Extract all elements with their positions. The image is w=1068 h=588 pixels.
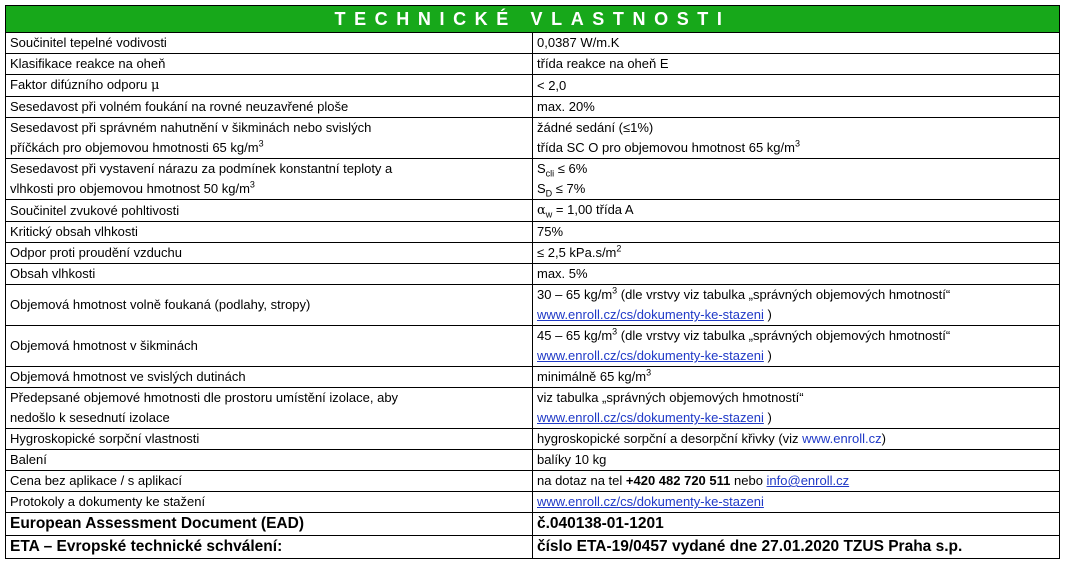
- table-row: [6, 285, 1060, 326]
- row-value-text: ): [881, 431, 886, 446]
- row-label-line-1: Sesedavost při správném nahutnění v šikminách nebo svislých: [10, 120, 372, 135]
- row-value-cell: [533, 492, 1060, 513]
- mu-symbol: μ: [150, 78, 160, 93]
- row-value-line-1: [537, 285, 1055, 305]
- superscript: 3: [258, 138, 264, 149]
- technical-properties-table: [5, 5, 1060, 559]
- row-label: Součinitel tepelné vodivosti: [6, 33, 533, 54]
- row-value-cell: [533, 118, 1060, 159]
- table-row: [6, 326, 1060, 367]
- row-value-text: nebo: [730, 473, 767, 488]
- row-value-cell: [533, 471, 1060, 492]
- table-row: [6, 450, 1060, 471]
- row-label: Protokoly a dokumenty ke stažení: [6, 492, 533, 513]
- row-value-line-2: [537, 346, 1055, 366]
- email-link[interactable]: info@enroll.cz: [766, 473, 850, 488]
- superscript: 3: [612, 326, 618, 337]
- row-value-text: 45 – 65 kg/m: [537, 328, 613, 343]
- row-label-cell: [6, 159, 533, 200]
- table-title: TECHNICKÉ VLASTNOSTI: [6, 6, 1060, 33]
- superscript: 3: [249, 179, 255, 190]
- row-label: Objemová hmotnost v šikminách: [6, 326, 533, 367]
- row-value-line-1: viz tabulka „správných objemových hmotností“: [537, 390, 804, 405]
- row-label: Kritický obsah vlhkosti: [6, 222, 533, 243]
- row-label: Faktor difúzního odporu: [10, 77, 148, 92]
- row-value: třída reakce na oheň E: [533, 54, 1060, 75]
- table-row: [6, 33, 1060, 54]
- row-value-cell: [533, 367, 1060, 388]
- row-value-line-1: žádné sedání (≤1%): [537, 120, 654, 135]
- table-row: [6, 200, 1060, 222]
- row-value-line-2: [537, 305, 1055, 325]
- row-label: Hygroskopické sorpční vlastnosti: [6, 429, 533, 450]
- table-row: [6, 367, 1060, 388]
- superscript: 3: [794, 138, 800, 149]
- row-value-cell: [533, 200, 1060, 222]
- table-row: [6, 159, 1060, 200]
- row-value-line-1: [537, 159, 1055, 179]
- table-row: [6, 471, 1060, 492]
- table-row: [6, 264, 1060, 285]
- documents-link[interactable]: www.enroll.cz/cs/dokumenty-ke-stazeni: [537, 307, 764, 322]
- row-label: Objemová hmotnost volně foukaná (podlahy, stropy): [6, 285, 533, 326]
- row-value-line-1: [537, 326, 1055, 346]
- row-value-text: ): [763, 410, 772, 425]
- row-value: 0,0387 W/m.K: [533, 33, 1060, 54]
- row-label: Součinitel zvukové pohltivosti: [6, 200, 533, 222]
- row-value-text: 30 – 65 kg/m: [537, 287, 613, 302]
- documents-link[interactable]: www.enroll.cz/cs/dokumenty-ke-stazeni: [537, 410, 764, 425]
- row-label: Obsah vlhkosti: [6, 264, 533, 285]
- row-label: Klasifikace reakce na oheň: [6, 54, 533, 75]
- table-row: [6, 118, 1060, 159]
- table-row: [6, 513, 1060, 536]
- symbol: S: [537, 161, 546, 176]
- row-value: číslo ETA-19/0457 vydané dne 27.01.2020 TZUS Praha s.p.: [533, 536, 1060, 559]
- subscript: cli: [545, 168, 555, 179]
- table-row: [6, 388, 1060, 429]
- documents-link[interactable]: www.enroll.cz/cs/dokumenty-ke-stazeni: [537, 348, 764, 363]
- row-value-line-2: [537, 408, 1055, 428]
- row-label: Balení: [6, 450, 533, 471]
- row-label-line-2: [10, 138, 528, 158]
- row-value-cell: [533, 285, 1060, 326]
- row-value-cell: [533, 326, 1060, 367]
- row-label-line-1: Předepsané objemové hmotnosti dle prostoru umístění izolace, aby: [10, 390, 399, 405]
- row-label-cell: [6, 118, 533, 159]
- superscript: 2: [616, 243, 622, 254]
- table-row: [6, 97, 1060, 118]
- row-value-cell: [533, 243, 1060, 264]
- row-value-text: třída SC O pro objemovou hmotnost 65 kg/m: [537, 140, 795, 155]
- alpha-symbol: α: [537, 203, 546, 218]
- row-value-text: (dle vrstvy viz tabulka „správných objemových hmotností“: [617, 287, 951, 302]
- row-label: Cena bez aplikace / s aplikací: [6, 471, 533, 492]
- row-value-text: ): [763, 348, 772, 363]
- table-row: [6, 243, 1060, 264]
- website-link[interactable]: www.enroll.cz: [802, 431, 882, 446]
- row-label-line-2: [10, 179, 528, 199]
- row-value: č.040138-01-1201: [533, 513, 1060, 536]
- row-value-line-2: [537, 179, 1055, 199]
- row-label-line-2: nedošlo k sesednutí izolace: [10, 410, 170, 425]
- row-value-cell: [533, 429, 1060, 450]
- row-value-text: ≤ 6%: [554, 161, 588, 176]
- row-label: Objemová hmotnost ve svislých dutinách: [6, 367, 533, 388]
- row-value: max. 20%: [533, 97, 1060, 118]
- table-row: [6, 75, 1060, 97]
- superscript: 3: [646, 367, 652, 378]
- row-value: 75%: [533, 222, 1060, 243]
- technical-properties-sheet: [5, 5, 1060, 559]
- row-value-text: minimálně 65 kg/m: [537, 369, 647, 384]
- row-value-text: (dle vrstvy viz tabulka „správných objemových hmotností“: [617, 328, 951, 343]
- table-row: [6, 536, 1060, 559]
- row-value-text: = 1,00 třída A: [552, 202, 634, 217]
- row-label: Odpor proti proudění vzduchu: [6, 243, 533, 264]
- row-value: max. 5%: [533, 264, 1060, 285]
- row-value-line-2: [537, 138, 1055, 158]
- table-row: [6, 429, 1060, 450]
- row-value-cell: [533, 388, 1060, 429]
- symbol: S: [537, 181, 546, 196]
- phone-number: +420 482 720 511: [625, 473, 731, 488]
- table-row: [6, 54, 1060, 75]
- subscript: w: [545, 209, 553, 220]
- row-value-text: na dotaz na tel: [537, 473, 626, 488]
- table-row: [6, 222, 1060, 243]
- documents-link[interactable]: www.enroll.cz/cs/dokumenty-ke-stazeni: [537, 494, 764, 509]
- row-label-text: příčkách pro objemovou hmotnosti 65 kg/m: [10, 140, 259, 155]
- subscript: D: [545, 188, 553, 199]
- row-value-text: ≤ 7%: [552, 181, 586, 196]
- row-value-text: hygroskopické sorpční a desorpční křivky (viz: [537, 431, 803, 446]
- superscript: 3: [612, 285, 618, 296]
- row-label-cell: [6, 75, 533, 97]
- row-label-cell: [6, 388, 533, 429]
- row-label-line-1: Sesedavost při vystavení nárazu za podmínek konstantní teploty a: [10, 161, 393, 176]
- row-label: European Assessment Document (EAD): [6, 513, 533, 536]
- row-label-text: vlhkosti pro objemovou hmotnost 50 kg/m: [10, 181, 250, 196]
- row-value: < 2,0: [533, 75, 1060, 97]
- row-value-cell: [533, 159, 1060, 200]
- row-value: balíky 10 kg: [533, 450, 1060, 471]
- row-label: Sesedavost při volném foukání na rovné neuzavřené ploše: [6, 97, 533, 118]
- row-label: ETA – Evropské technické schválení:: [6, 536, 533, 559]
- row-value-text: ): [763, 307, 772, 322]
- row-value-text: ≤ 2,5 kPa.s/m: [537, 245, 617, 260]
- table-row: [6, 492, 1060, 513]
- table-title-row: [6, 6, 1060, 33]
